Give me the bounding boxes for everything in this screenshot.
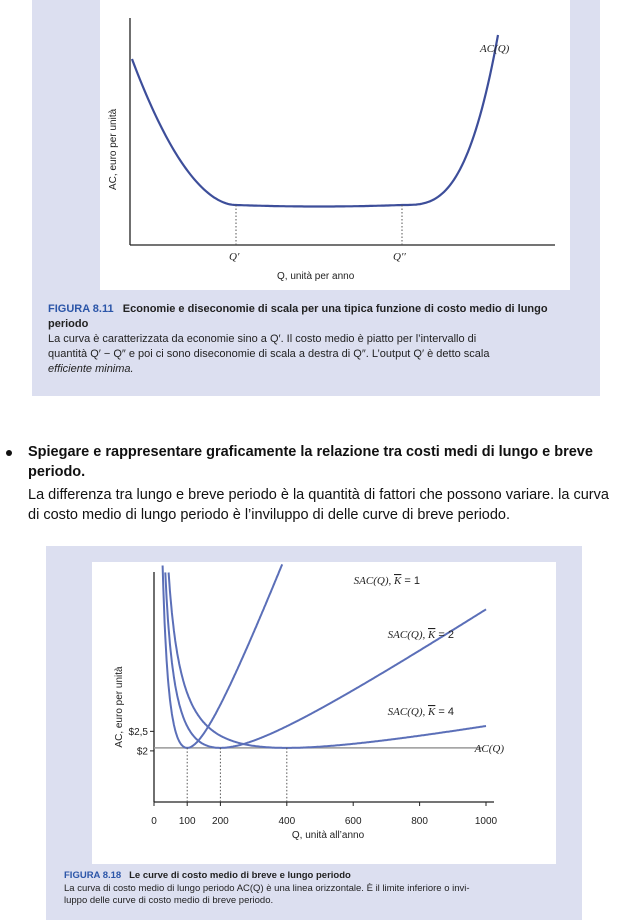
x-tick-label: 400 (278, 816, 296, 827)
y-axis-label: AC, euro per unità (114, 666, 125, 748)
caption-title: Le curve di costo medio di breve e lungo periodo (129, 870, 351, 881)
caption-line: La curva di costo medio di lungo periodo AC(Q) è una linea orizzontale. È il limite inferiore o invi- (64, 882, 470, 894)
label-sac-k1: SAC(Q), K = 1 (353, 575, 420, 587)
figure-8-11-chart (100, 0, 570, 290)
x-tick-label: 800 (411, 816, 428, 827)
x-tick-label: 600 (344, 816, 362, 827)
ac-curve (132, 35, 498, 207)
caption-line: La curva è caratterizzata da economie sino a Q′. Il costo medio è piatto per l’intervallo di (48, 333, 477, 345)
x-tick-label: 1000 (474, 816, 498, 827)
label-ac-flat: AC(Q) (474, 742, 504, 755)
x-tick-q-prime: Q′ (229, 251, 240, 263)
caption-line: quantità Q′ − Q″ e poi ci sono diseconomie di scala a destra di Q″. L’output Q′ è detto scala (48, 348, 490, 360)
figure-8-11-plot (100, 0, 570, 290)
x-tick-label: 0 (151, 816, 157, 827)
sac-curve-k1 (163, 564, 283, 748)
sac-curve-k2 (165, 572, 486, 748)
x-tick-label: 100 (178, 816, 196, 827)
caption-label: FIGURA 8.11 (48, 303, 114, 315)
y-tick-label: $2 (136, 746, 148, 758)
figure-8-18-caption (64, 870, 574, 908)
curve-label-ac: AC(Q) (480, 43, 510, 55)
bullet-heading: Spiegare e rappresentare graficamente la relazione tra costi medi di lungo e breve periodo. (28, 444, 593, 480)
bullet-dot (6, 450, 12, 456)
figure-8-11-caption (48, 302, 588, 377)
bullet-body: La differenza tra lungo e breve periodo è la quantità di fattori che possono variare. la curva di costo medio di lungo periodo è l’inviluppo di delle curve di breve periodo. (28, 487, 609, 523)
caption-line: luppo delle curve di costo medio di breve periodo. (64, 895, 274, 906)
y-tick-label: $2,5 (128, 726, 148, 738)
y-axis-label: AC, euro per unità (108, 108, 119, 190)
x-tick-q-double-prime: Q′′ (393, 251, 406, 263)
x-axis-label: Q, unità all’anno (291, 830, 365, 841)
caption-label: FIGURA 8.18 (64, 870, 122, 881)
caption-title: Economie e diseconomie di scala per una tipica funzione di costo medio di lungo periodo (48, 303, 548, 330)
figure-8-11 (32, 0, 600, 396)
x-tick-label: 200 (212, 816, 229, 827)
sac-curve-k4 (169, 573, 486, 748)
caption-line: efficiente minima. (48, 363, 134, 375)
label-sac-k2: SAC(Q), K = 2 (387, 629, 454, 641)
figure-8-18 (46, 546, 582, 920)
figure-8-18-chart (92, 562, 556, 864)
figure-8-18-plot (92, 562, 556, 864)
x-axis-label: Q, unità per anno (277, 271, 355, 282)
label-sac-k4: SAC(Q), K = 4 (387, 706, 454, 718)
